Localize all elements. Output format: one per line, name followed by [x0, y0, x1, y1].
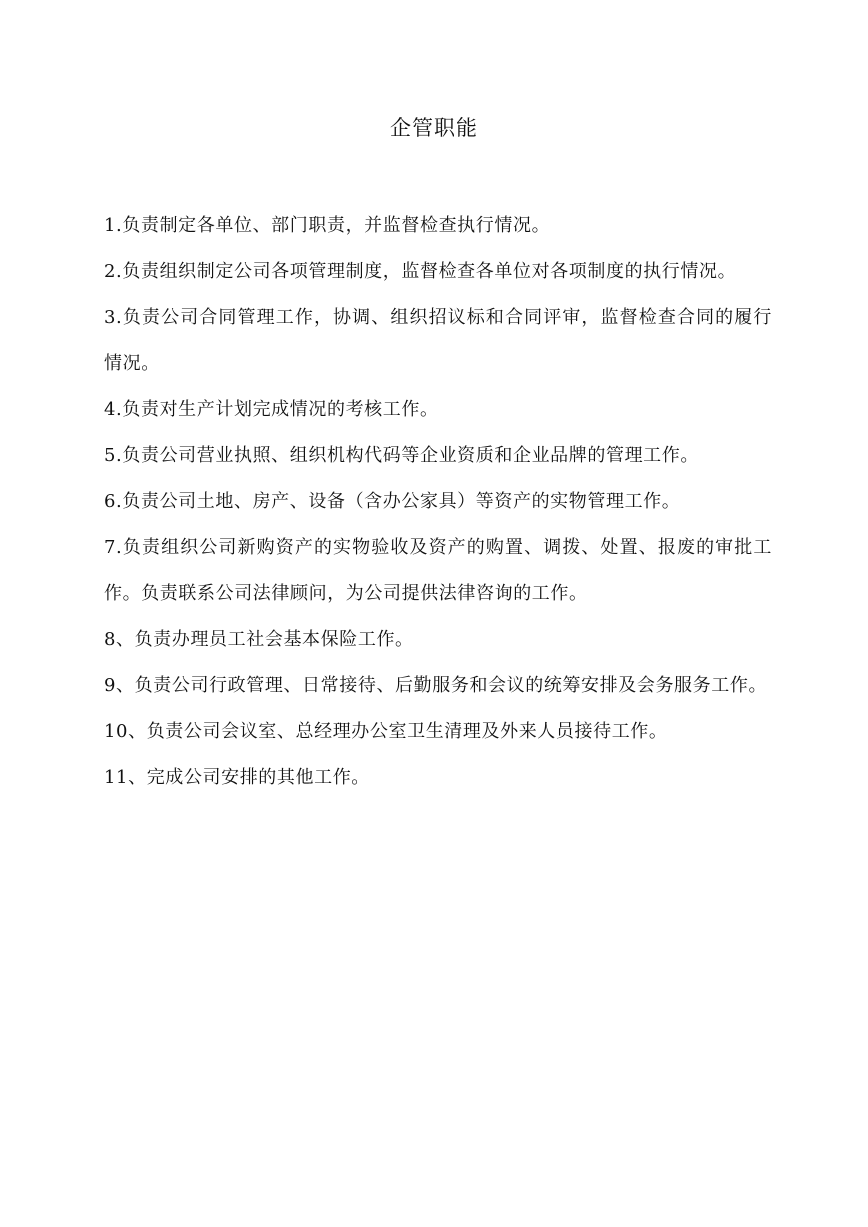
duty-item-3: 3.负责公司合同管理工作，协调、组织招议标和合同评审，监督检查合同的履行情况。: [104, 307, 772, 374]
page-title: 企管职能: [390, 116, 478, 140]
duty-item-11: 11、完成公司安排的其他工作。: [104, 767, 370, 788]
duty-item-4: 4.负责对生产计划完成情况的考核工作。: [104, 399, 439, 420]
duty-item-2: 2.负责组织制定公司各项管理制度，监督检查各单位对各项制度的执行情况。: [104, 261, 737, 282]
duty-item-9: 9、负责公司行政管理、日常接待、后勤服务和会议的统筹安排及会务服务工作。: [104, 675, 768, 696]
duty-list: [104, 203, 772, 801]
duty-item-10: 10、负责公司会议室、总经理办公室卫生清理及外来人员接待工作。: [104, 721, 668, 742]
duty-item-1: 1.负责制定各单位、部门职责，并监督检查执行情况。: [104, 215, 551, 236]
duty-item-8: 8、负责办理员工社会基本保险工作。: [104, 629, 414, 650]
duty-item-6: 6.负责公司土地、房产、设备（含办公家具）等资产的实物管理工作。: [104, 491, 681, 512]
duty-item-5: 5.负责公司营业执照、组织机构代码等企业资质和企业品牌的管理工作。: [104, 445, 699, 466]
duty-item-7: 7.负责组织公司新购资产的实物验收及资产的购置、调拨、处置、报废的审批工作。负责联系公司法律顾问，为公司提供法律咨询的工作。: [104, 537, 772, 604]
